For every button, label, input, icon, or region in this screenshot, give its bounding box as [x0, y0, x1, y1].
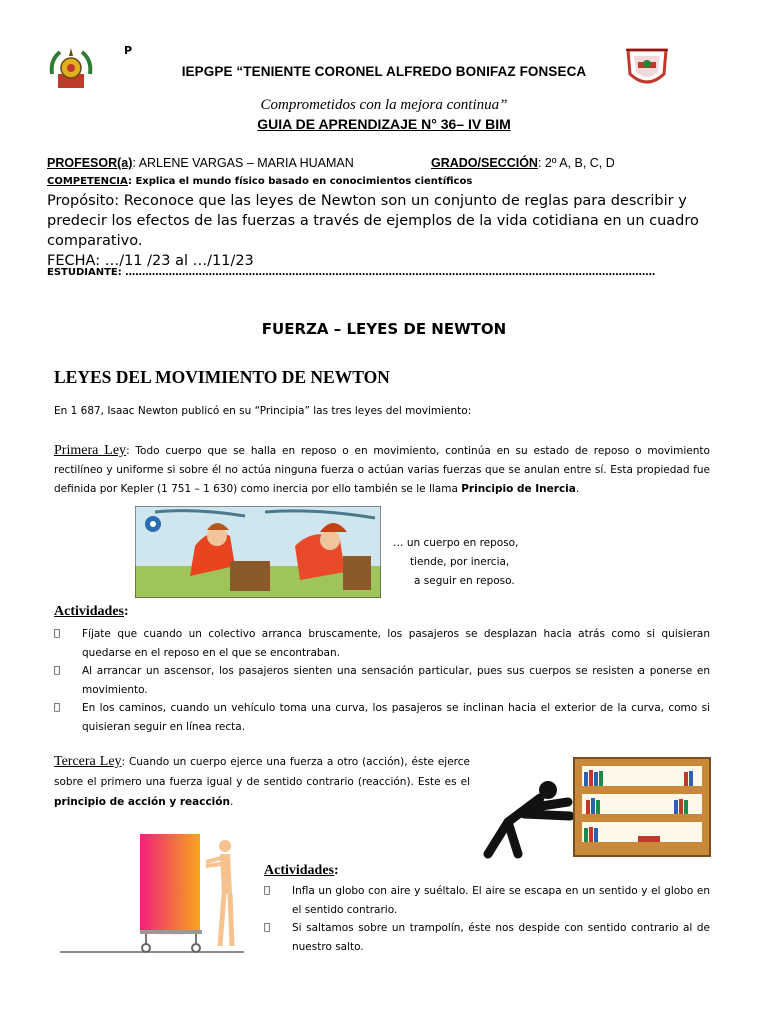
school-motto: Comprometidos con la mejora continua” [260, 97, 508, 113]
list-item [54, 662, 710, 699]
action-reaction-illustration [60, 828, 244, 956]
competence-value: : Explica el mundo físico basado en conocimientos científicos [127, 176, 473, 187]
bullet-box-icon [54, 699, 60, 718]
laws-heading: LEYES DEL MOVIMIENTO DE NEWTON [54, 367, 390, 387]
school-name: IEPGPE “TENIENTE CORONEL ALFREDO BONIFAZ FONSECA [181, 64, 587, 79]
activities-heading-2-text: Actividades [264, 863, 334, 878]
caption-line-2: tiende, por inercia, [410, 556, 510, 568]
activities-list-1 [54, 625, 710, 736]
guide-title: GUIA DE APRENDIZAJE N° 36– IV BIM [257, 116, 511, 132]
activity-text: Fíjate que cuando un colectivo arranca bruscamente, los pasajeros se desplazan hacia atrás como si quisieran quedarse en el reposo en el que se encontraban. [82, 628, 710, 659]
bus-passengers-illustration [135, 506, 381, 598]
student-line: ESTUDIANTE: …………………………………………………………………………………………………………………………………………… [47, 267, 656, 278]
third-law-end: . [229, 796, 234, 808]
activity-text: Si saltamos sobre un trampolín, éste nos despide con sentido contrario al de nuestro salto. [292, 922, 710, 953]
main-title: FUERZA – LEYES DE NEWTON [261, 320, 507, 338]
first-law-paragraph [54, 441, 710, 499]
third-law-title: Tercera Ley [54, 754, 122, 769]
list-item [264, 882, 710, 919]
competence-line [47, 176, 472, 187]
competence-label: COMPETENCIA [47, 176, 128, 187]
activities-heading-2-colon: : [334, 863, 339, 878]
grade-line [431, 156, 615, 170]
person-pushing-shelf-illustration [478, 752, 714, 862]
header-mark: P [124, 44, 133, 57]
activities-heading-2 [264, 863, 339, 879]
inertia-caption [393, 534, 523, 591]
bullet-box-icon [264, 882, 270, 901]
list-item [54, 625, 710, 662]
first-law-text: : Todo cuerpo que se halla en reposo o en movimiento, continúa en su estado de reposo o movimiento rectilíneo y uniforme si sobre él no actúa ninguna fuerza o actúan varias fuerzas que se anulan entre sí. Esta propiedad fue definida por Kepler (1 751 – 1 630) como inercia por ello también se le llama [54, 445, 710, 495]
third-law-paragraph [54, 752, 470, 812]
activities-heading-1-text: Actividades [54, 604, 124, 619]
grade-label: GRADO/SECCIÓN [431, 156, 538, 170]
teacher-label: PROFESOR(a) [47, 156, 133, 170]
first-law-bold: Principio de Inercia [461, 483, 576, 495]
teacher-value: : ARLENE VARGAS – MARIA HUAMAN [132, 156, 354, 170]
activities-heading-1-colon: : [124, 604, 129, 619]
third-law-text: : Cuando un cuerpo ejerce una fuerza a otro (acción), éste ejerce sobre el primero una fuerza igual y de sentido contrario (reacción). Este es el [54, 756, 470, 788]
bullet-box-icon [264, 919, 270, 938]
bullet-box-icon [54, 662, 60, 681]
first-law-title: Primera Ley [54, 443, 127, 458]
activities-heading-1 [54, 604, 129, 620]
first-law-end: . [575, 483, 580, 495]
grade-value: : 2º A, B, C, D [537, 156, 615, 170]
bullet-box-icon [54, 625, 60, 644]
teacher-line [47, 156, 354, 170]
activity-text: Infla un globo con aire y suéltalo. El aire se escapa en un sentido y el globo en el sentido contrario. [292, 885, 710, 916]
activity-text: Al arrancar un ascensor, los pasajeros sienten una sensación particular, pues sus cuerpos se resisten a ponerse en movimiento. [82, 665, 710, 696]
intro-text: En 1 687, Isaac Newton publicó en su “Principia” las tres leyes del movimiento: [54, 405, 472, 417]
activity-text: En los caminos, cuando un vehículo toma una curva, los pasajeros se inclinan hacia el exterior de la curva, como si quisieran seguir en línea recta. [82, 702, 710, 733]
date-text: FECHA: …/11 /23 al …/11/23 [47, 253, 254, 269]
caption-line-3: a seguir en reposo. [414, 575, 515, 587]
caption-line-1: … un cuerpo en reposo, [393, 537, 519, 549]
list-item [54, 699, 710, 736]
purpose-block [47, 191, 727, 271]
third-law-bold: principio de acción y reacción [54, 796, 230, 808]
list-item [264, 919, 710, 956]
purpose-text: Propósito: Reconoce que las leyes de Newton son un conjunto de reglas para describir y predecir los efectos de las fuerzas a través de ejemplos de la vida cotidiana en un cuadro comparativo. [47, 193, 699, 249]
activities-list-2 [264, 882, 710, 956]
